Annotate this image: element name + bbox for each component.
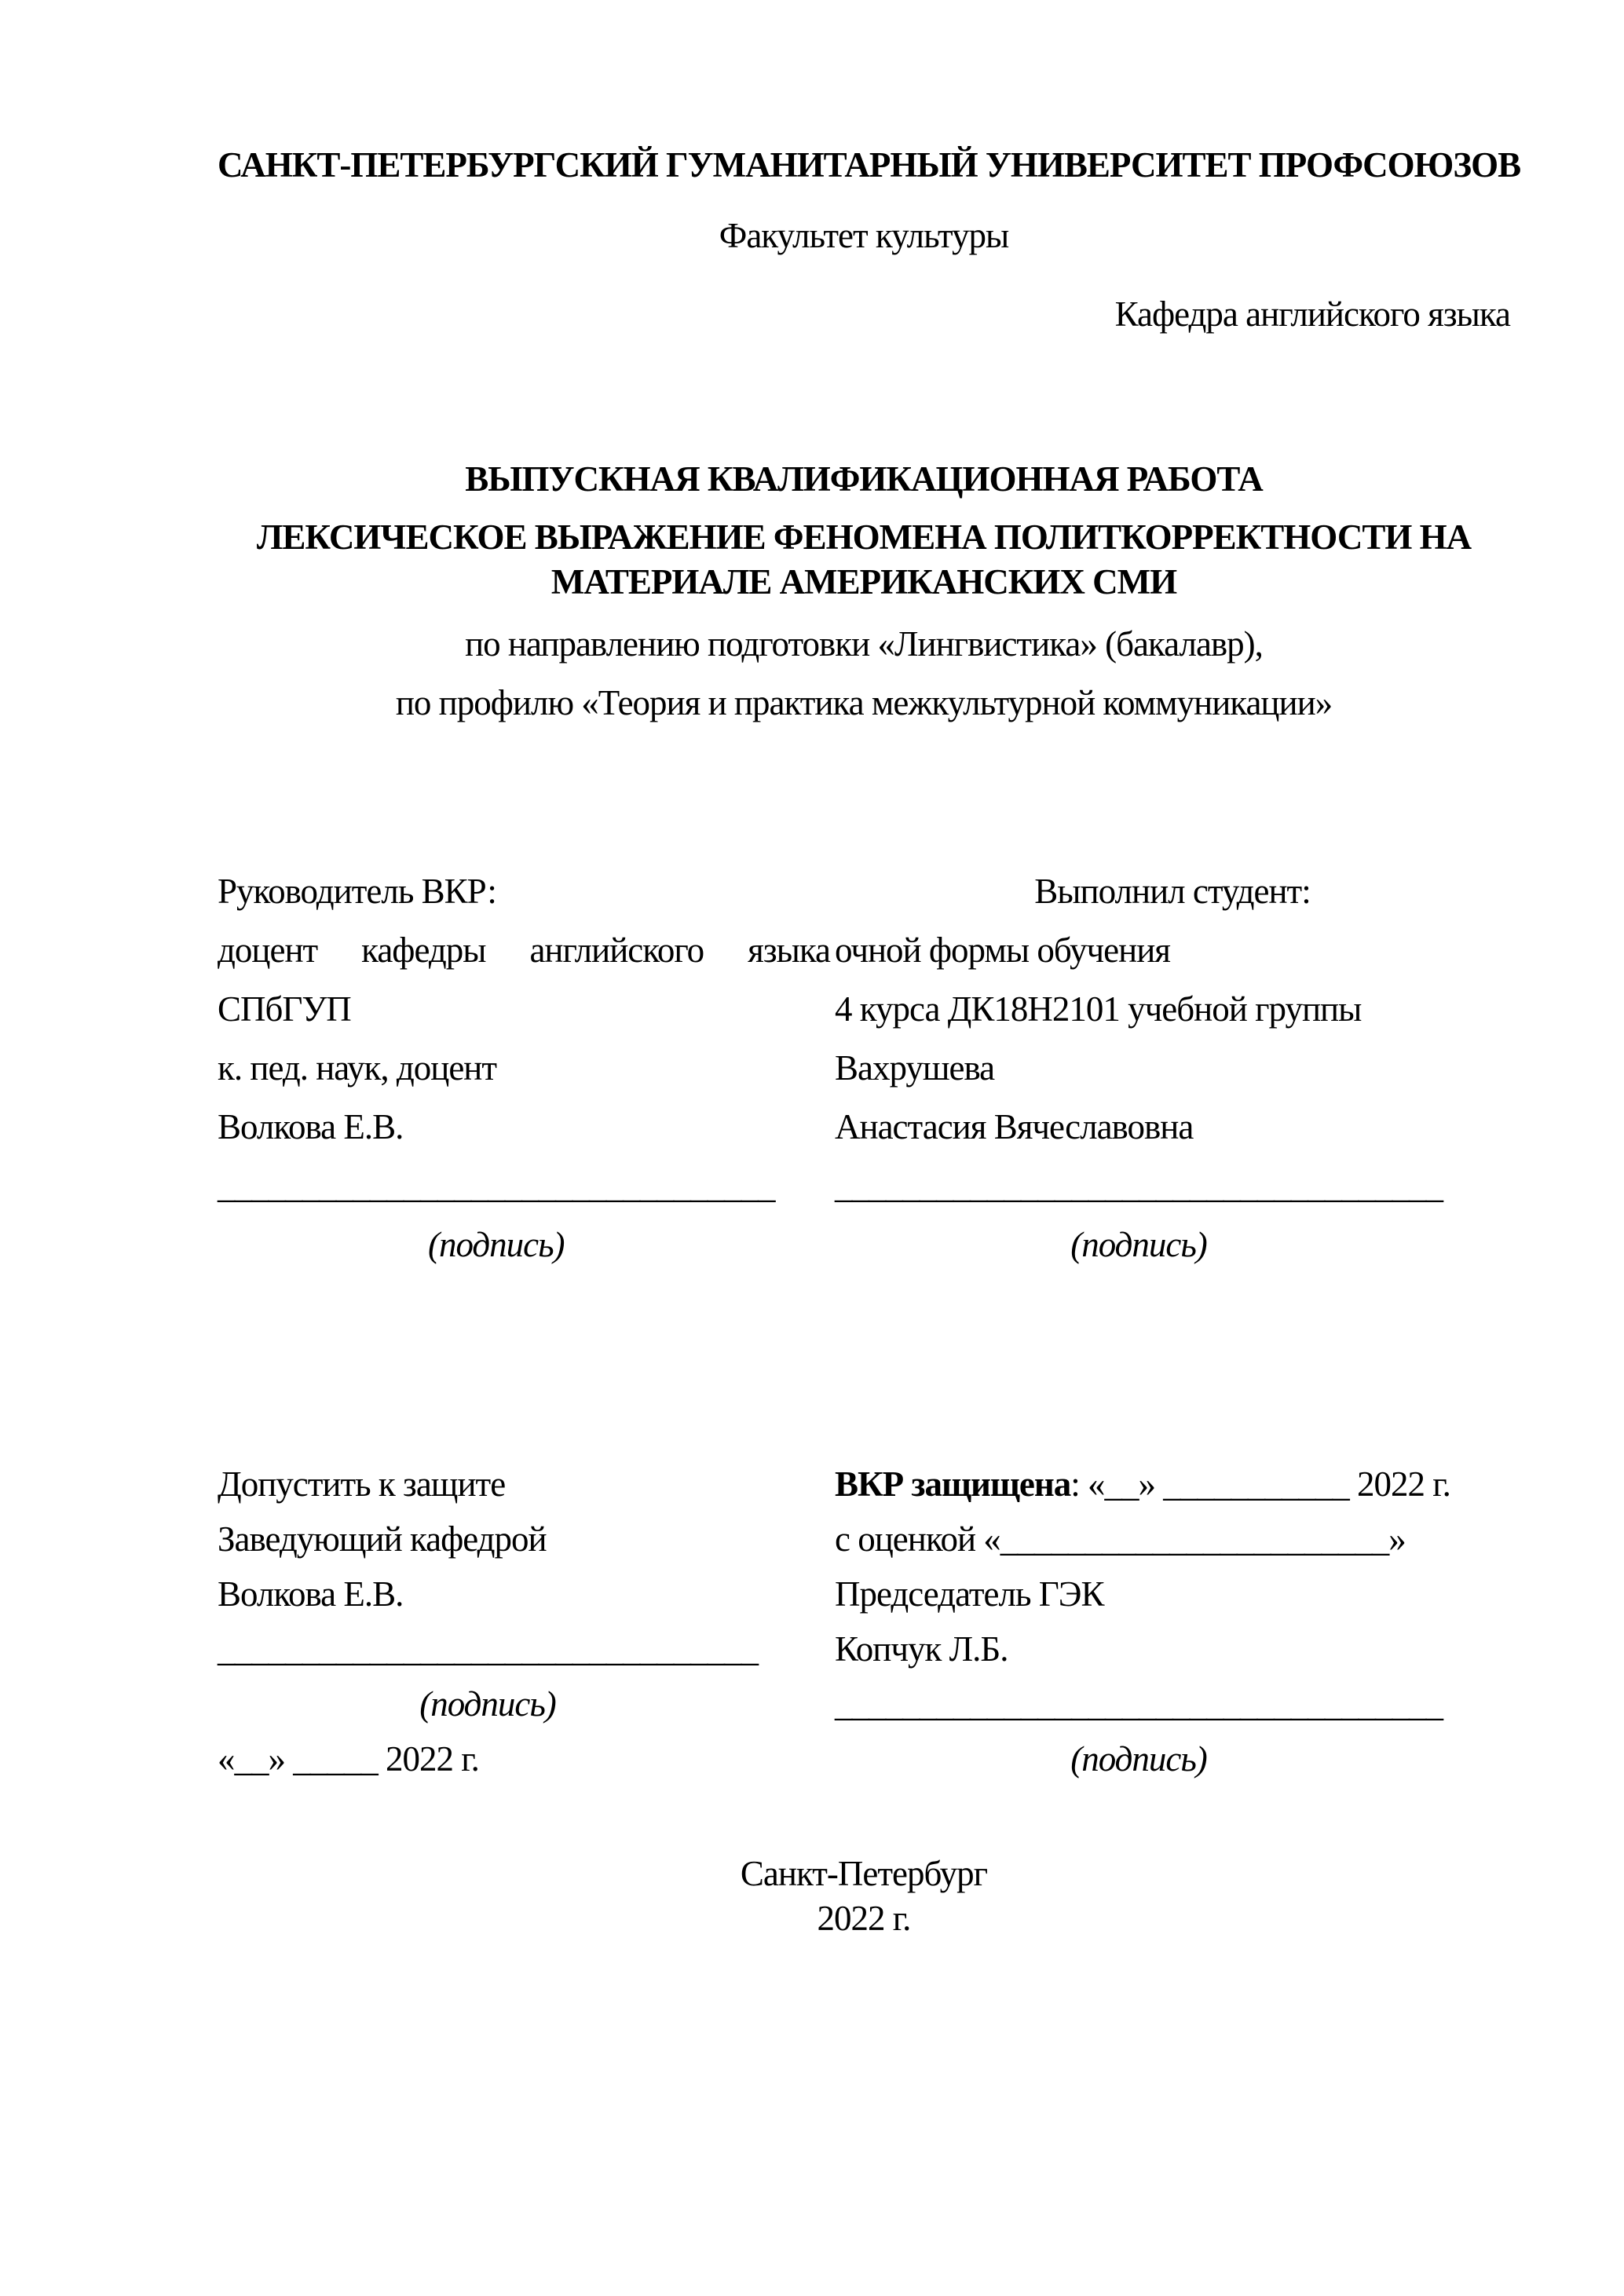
admission-date-line: «__» _____ 2022 г.	[218, 1739, 479, 1779]
supervisor-organization: СПбГУП	[218, 989, 351, 1029]
signature-line: _________________________________	[218, 1166, 775, 1205]
defense-grade-line: с оценкой «_______________________»	[835, 1519, 1406, 1559]
department-name: Кафедра английского языка	[1114, 294, 1510, 334]
thesis-title-line-2: МАТЕРИАЛЕ АМЕРИКАНСКИХ СМИ	[550, 562, 1177, 601]
department-head-title: Заведующий кафедрой	[218, 1519, 547, 1559]
signature-line: ____________________________________	[835, 1684, 1443, 1724]
profile-line: по профилю «Теория и практика межкультурной коммуникации»	[395, 683, 1333, 722]
supervisor-position-line	[218, 921, 830, 980]
department-head-name: Волкова Е.В.	[218, 1574, 404, 1614]
defense-column	[835, 1457, 1510, 1786]
supervisor-heading: Руководитель ВКР:	[218, 872, 496, 911]
faculty-name: Факультет культуры	[719, 216, 1009, 255]
year-line: 2022 г.	[817, 1899, 911, 1938]
defense-status-rest: : «__» ___________ 2022 г.	[1070, 1464, 1450, 1504]
program-line: по направлению подготовки «Лингвистика» (бакалавр),	[465, 624, 1263, 664]
admission-permit-line: Допустить к защите	[218, 1464, 506, 1504]
signature-line: ____________________________________	[835, 1166, 1443, 1205]
position-word: доцент	[218, 930, 318, 970]
city-line: Санкт-Петербург	[740, 1854, 988, 1893]
gek-chair-name: Копчук Л.Б.	[835, 1629, 1008, 1669]
header-block	[218, 136, 1521, 344]
defense-signature-block	[835, 1676, 1443, 1786]
position-word: кафедры	[361, 930, 486, 970]
admission-signature-block	[218, 1621, 758, 1731]
admission-column	[218, 1457, 830, 1786]
student-study-form: очной формы обучения	[835, 930, 1170, 970]
position-word: языка	[748, 930, 830, 970]
student-given-names: Анастасия Вячеславовна	[835, 1107, 1194, 1146]
student-heading: Выполнил студент:	[1034, 872, 1311, 911]
university-name: САНКТ-ПЕТЕРБУРГСКИЙ ГУМАНИТАРНЫЙ УНИВЕРСИТЕТ ПРОФСОЮЗОВ	[218, 145, 1521, 185]
student-signature-block	[835, 1157, 1443, 1274]
student-column	[835, 862, 1510, 1274]
footer-block	[218, 1852, 1510, 1941]
supervisor-signature-block	[218, 1157, 775, 1274]
student-group: 4 курса ДК18Н2101 учебной группы	[835, 989, 1362, 1029]
signature-caption: (подпись)	[1070, 1739, 1207, 1779]
title-block	[218, 450, 1510, 733]
signature-caption: (подпись)	[419, 1684, 556, 1724]
signature-line: ________________________________	[218, 1629, 758, 1669]
defense-status-label: ВКР защищена	[835, 1464, 1071, 1504]
student-surname: Вахрушева	[835, 1048, 995, 1088]
position-word: английского	[529, 930, 704, 970]
signature-caption: (подпись)	[1070, 1225, 1207, 1264]
signature-caption: (подпись)	[427, 1225, 565, 1264]
gek-chair-title: Председатель ГЭК	[835, 1574, 1104, 1614]
work-type-heading: ВЫПУСКНАЯ КВАЛИФИКАЦИОННАЯ РАБОТА	[465, 459, 1263, 499]
supervisor-student-section	[218, 862, 1510, 1274]
admission-defense-section	[218, 1457, 1510, 1786]
thesis-title-line-1: ЛЕКСИЧЕСКОЕ ВЫРАЖЕНИЕ ФЕНОМЕНА ПОЛИТКОРРЕКТНОСТИ НА	[256, 517, 1472, 557]
supervisor-degree: к. пед. наук, доцент	[218, 1048, 497, 1088]
defense-status-line	[835, 1457, 1510, 1512]
supervisor-name: Волкова Е.В.	[218, 1107, 404, 1146]
thesis-title	[218, 515, 1510, 605]
supervisor-column	[218, 862, 830, 1274]
